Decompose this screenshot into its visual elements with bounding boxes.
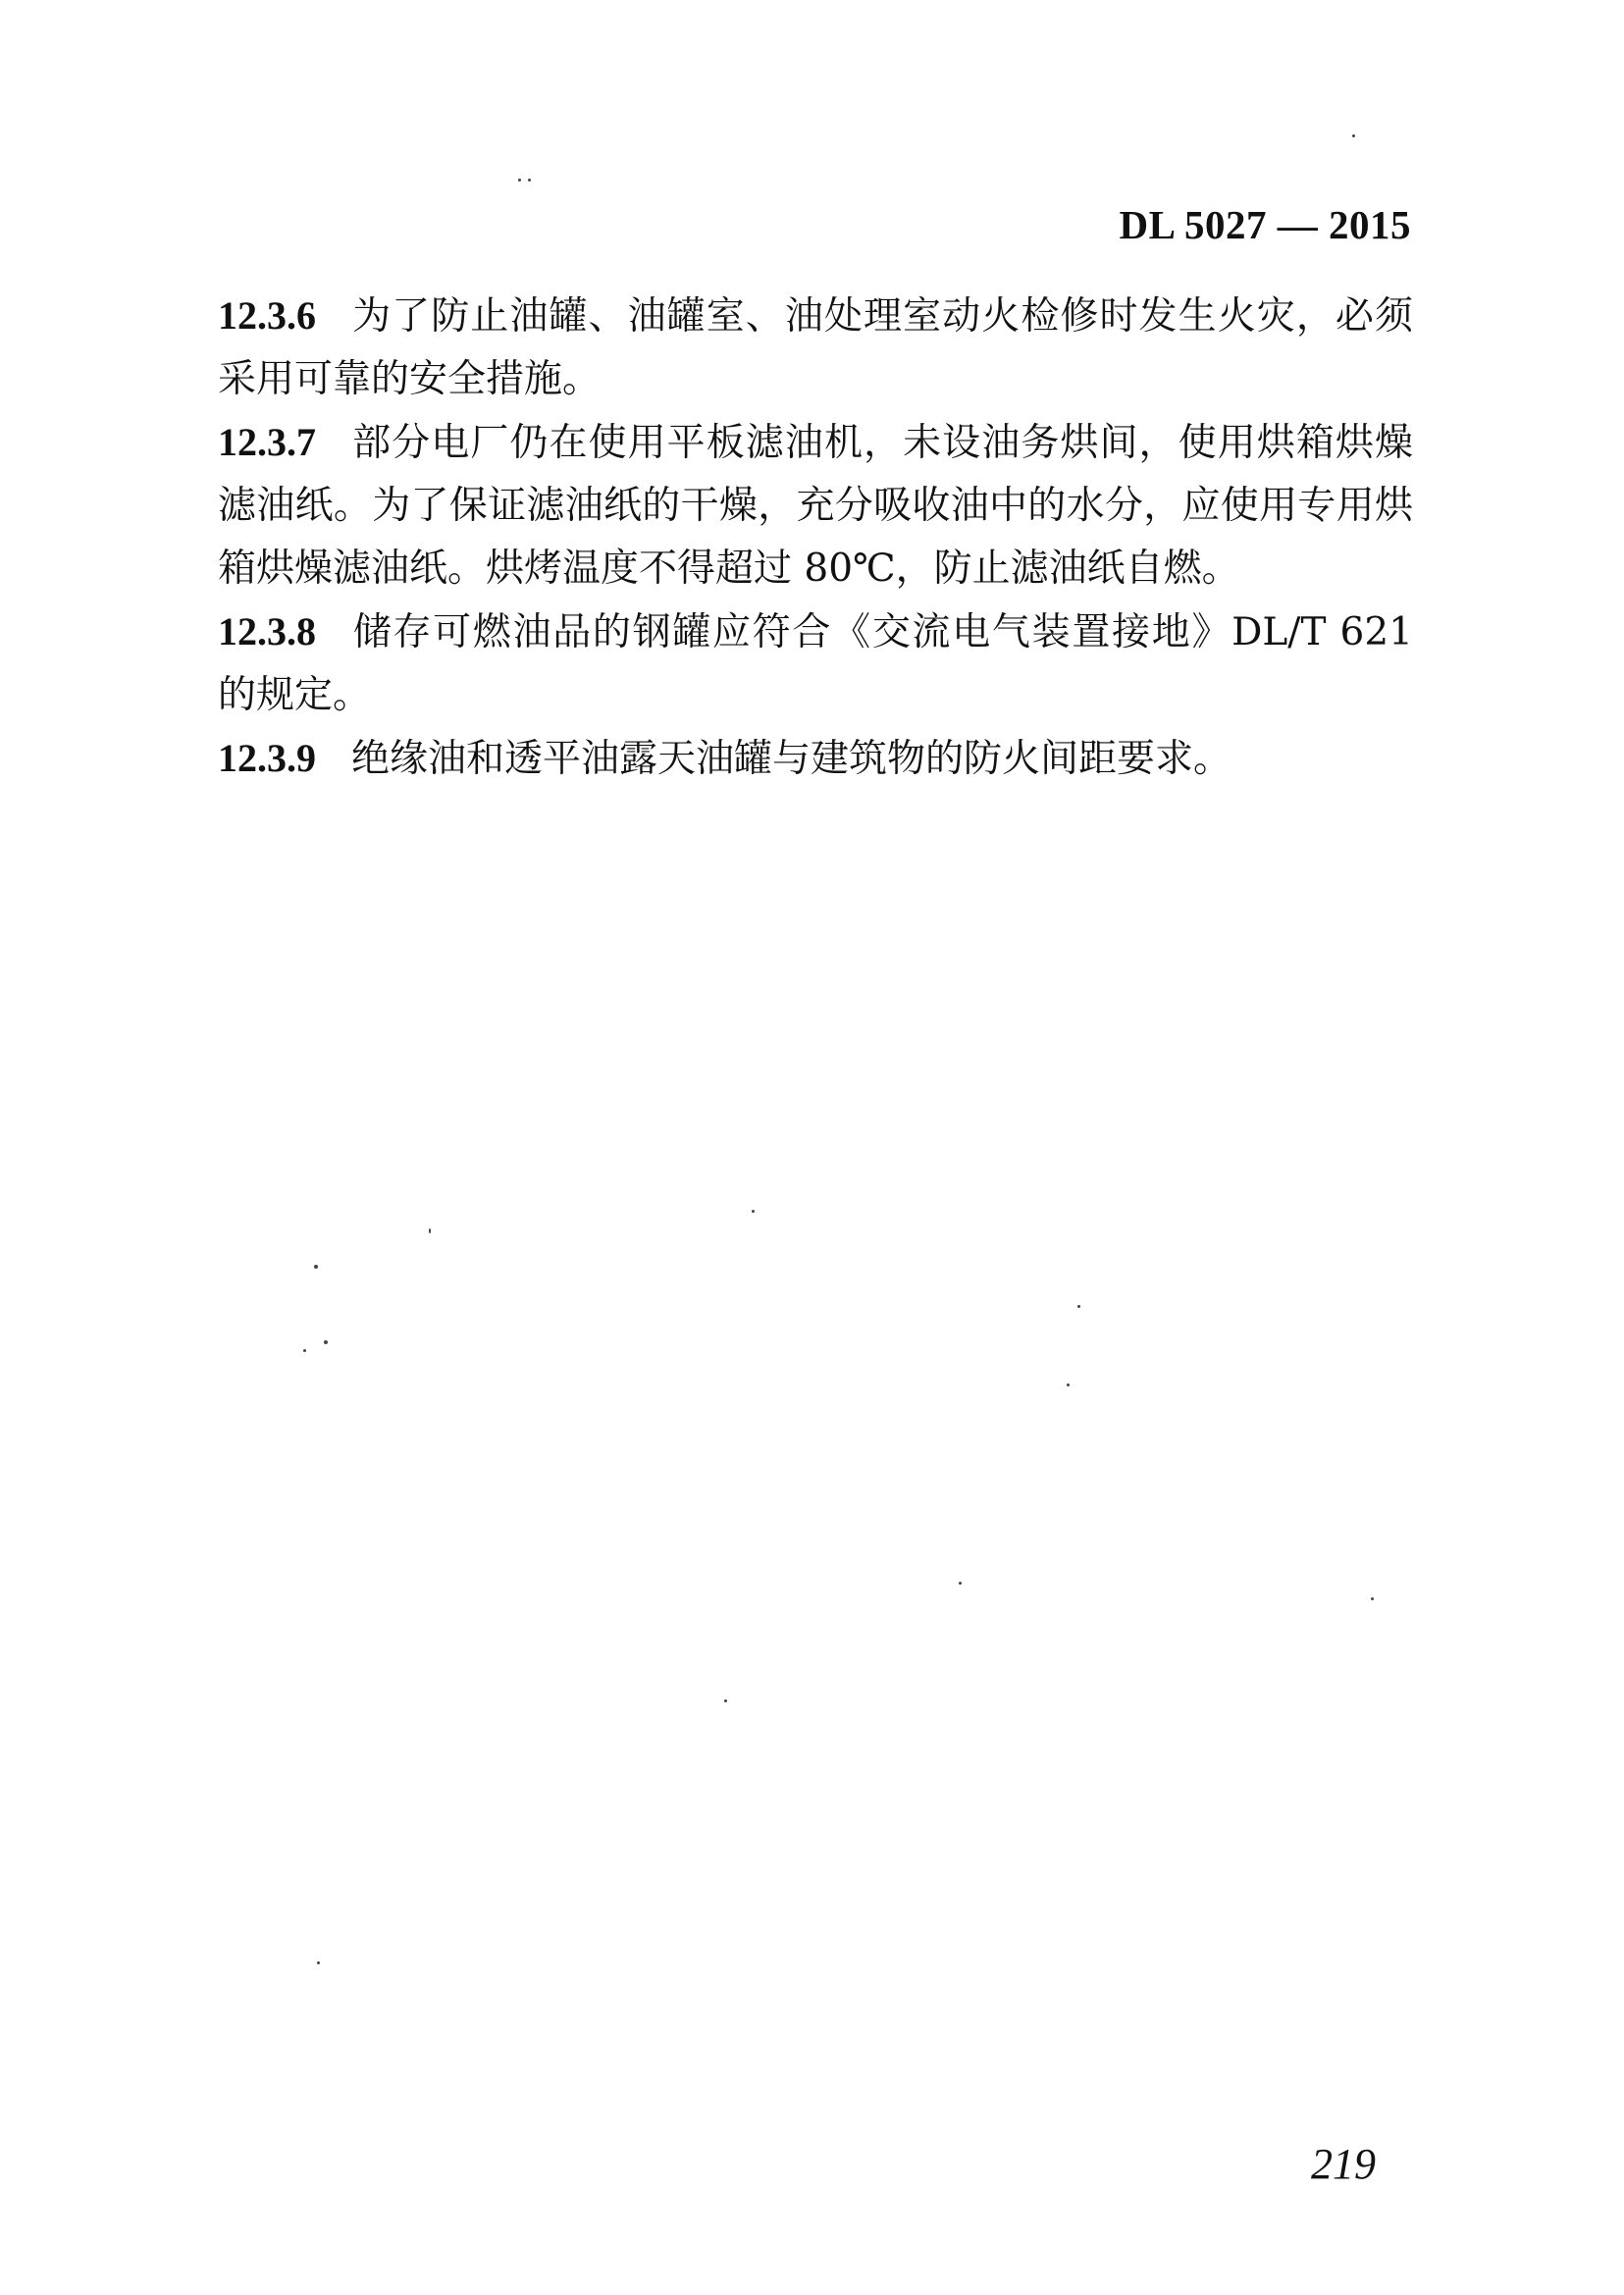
scan-speck	[317, 1961, 320, 1964]
standard-code-header: DL 5027 — 2015	[1119, 202, 1411, 247]
scan-speck	[528, 179, 531, 182]
clause-12-3-9	[218, 727, 1413, 791]
clause-text: 储存可燃油品的钢罐应符合《交流电气装置接地》DL/T 621 的规定。	[218, 610, 1413, 717]
clause-number: 12.3.9	[218, 736, 316, 780]
scan-speck	[1371, 1597, 1374, 1600]
scan-speck	[1352, 134, 1355, 137]
clause-12-3-6	[218, 285, 1413, 411]
clause-number: 12.3.6	[218, 293, 316, 338]
scan-speck	[1067, 1383, 1070, 1386]
scan-speck	[752, 1210, 755, 1213]
clause-12-3-7	[218, 411, 1413, 600]
clause-text: 绝缘油和透平油露天油罐与建筑物的防火间距要求。	[351, 737, 1232, 781]
clause-number: 12.3.7	[218, 420, 316, 464]
clause-text: 部分电厂仍在使用平板滤油机，未设油务烘间，使用烘箱烘燥滤油纸。为了保证滤油纸的干燥，充分吸收油中的水分，应使用专用烘箱烘燥滤油纸。烘烤温度不得超过 80℃，防止滤油纸自燃。	[218, 421, 1413, 591]
clause-list	[218, 285, 1413, 791]
clause-text: 为了防止油罐、油罐室、油处理室动火检修时发生火灾，必须采用可靠的安全措施。	[218, 294, 1413, 401]
scan-speck	[1077, 1305, 1080, 1308]
scan-speck	[518, 179, 521, 182]
clause-number: 12.3.8	[218, 609, 316, 653]
scan-speck	[429, 1228, 431, 1233]
scan-speck	[724, 1699, 727, 1702]
page-number: 219	[1311, 2140, 1376, 2188]
scan-speck	[303, 1349, 306, 1352]
scan-speck	[324, 1340, 328, 1344]
clause-12-3-8	[218, 600, 1413, 727]
scan-speck	[959, 1582, 962, 1585]
scan-speck	[314, 1265, 318, 1269]
